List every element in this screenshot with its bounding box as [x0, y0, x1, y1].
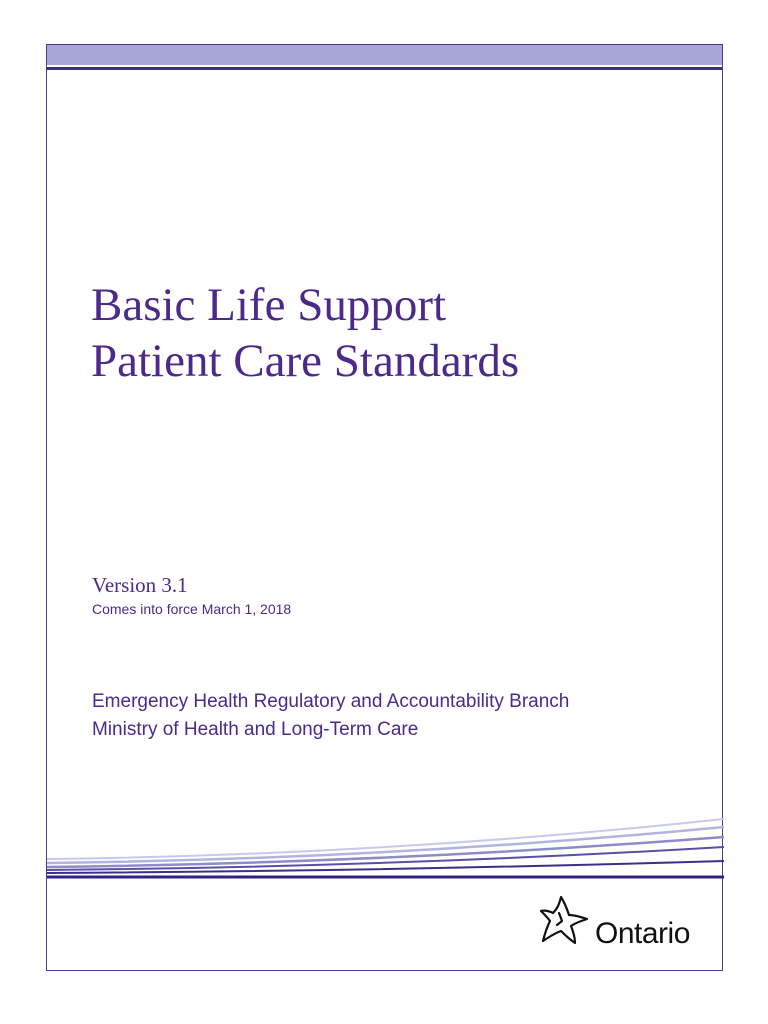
title-line-1: Basic Life Support	[91, 279, 447, 331]
ontario-wordmark: Ontario	[595, 917, 690, 950]
decorative-swoosh	[47, 805, 724, 879]
branch-name: Emergency Health Regulatory and Accountability Branch	[92, 691, 570, 712]
in-force-date: Comes into force March 1, 2018	[92, 601, 292, 617]
title-line-2: Patient Care Standards	[91, 335, 520, 387]
ministry-name: Ministry of Health and Long-Term Care	[92, 719, 419, 740]
header-rule	[47, 67, 722, 70]
version-label: Version 3.1	[92, 573, 188, 597]
cover-page	[46, 44, 723, 971]
header-band	[47, 45, 722, 65]
document-title	[91, 277, 519, 389]
